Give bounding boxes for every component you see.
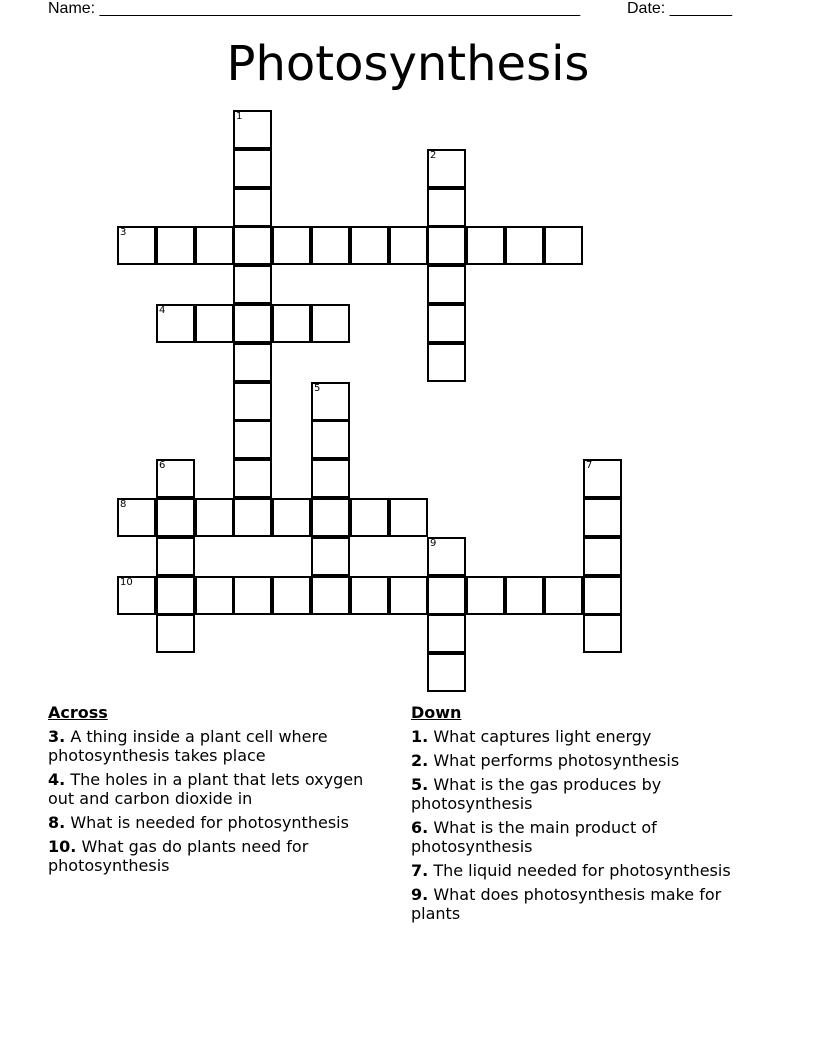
crossword-cell[interactable] [233, 576, 272, 615]
crossword-cell[interactable] [389, 226, 428, 265]
clue-number: 9 [430, 538, 437, 549]
crossword-cell[interactable] [583, 537, 622, 576]
crossword-cell[interactable] [156, 459, 195, 498]
crossword-cell[interactable] [505, 226, 544, 265]
crossword-cell[interactable] [195, 226, 234, 265]
crossword-cell[interactable] [427, 537, 466, 576]
date-field[interactable]: Date: _______ [627, 0, 732, 17]
crossword-cell[interactable] [272, 304, 311, 343]
crossword-cell[interactable] [195, 576, 234, 615]
crossword-cell[interactable] [233, 459, 272, 498]
crossword-cell[interactable] [311, 304, 350, 343]
crossword-cell[interactable] [583, 576, 622, 615]
crossword-cell[interactable] [389, 576, 428, 615]
crossword-cell[interactable] [272, 226, 311, 265]
crossword-cell[interactable] [350, 576, 389, 615]
crossword-cell[interactable] [311, 537, 350, 576]
crossword-cell[interactable] [233, 188, 272, 227]
crossword-cell[interactable] [389, 498, 428, 537]
clue-number: 6 [159, 460, 166, 471]
crossword-cell[interactable] [272, 576, 311, 615]
clue-number: 5 [314, 383, 321, 394]
crossword-cell[interactable] [427, 614, 466, 653]
crossword-cell[interactable] [233, 382, 272, 421]
crossword-cell[interactable] [544, 576, 583, 615]
crossword-cell[interactable] [311, 576, 350, 615]
crossword-cell[interactable] [233, 149, 272, 188]
crossword-cell[interactable] [311, 226, 350, 265]
crossword-cell[interactable] [195, 498, 234, 537]
crossword-cell[interactable] [272, 498, 311, 537]
across-clue: 10. What gas do plants need for photosynthesis [48, 837, 309, 875]
crossword-cell[interactable] [156, 537, 195, 576]
crossword-cell[interactable] [427, 653, 466, 692]
clue-number: 7 [586, 460, 593, 471]
clue-number: 3 [120, 227, 127, 238]
crossword-cell[interactable] [350, 226, 389, 265]
crossword-cell[interactable] [427, 304, 466, 343]
clue-number: 10 [120, 577, 133, 588]
crossword-cell[interactable] [427, 149, 466, 188]
crossword-cell[interactable] [156, 614, 195, 653]
crossword-cell[interactable] [427, 226, 466, 265]
crossword-cell[interactable] [195, 304, 234, 343]
across-clue: 8. What is needed for photosynthesis [48, 813, 349, 832]
crossword-cell[interactable] [350, 498, 389, 537]
crossword-cell[interactable] [233, 110, 272, 149]
crossword-cell[interactable] [311, 459, 350, 498]
crossword-cell[interactable] [311, 382, 350, 421]
crossword-cell[interactable] [233, 304, 272, 343]
crossword-cell[interactable] [544, 226, 583, 265]
crossword-cell[interactable] [117, 498, 156, 537]
crossword-cell[interactable] [583, 498, 622, 537]
crossword-cell[interactable] [233, 226, 272, 265]
crossword-cell[interactable] [427, 343, 466, 382]
crossword-cell[interactable] [427, 576, 466, 615]
down-clue: 1. What captures light energy [411, 727, 652, 746]
crossword-cell[interactable] [583, 459, 622, 498]
across-clue: 4. The holes in a plant that lets oxygen out and carbon dioxide in [48, 770, 364, 808]
crossword-cell[interactable] [233, 498, 272, 537]
crossword-cell[interactable] [427, 188, 466, 227]
crossword-cell[interactable] [466, 576, 505, 615]
page-title: Photosynthesis [226, 36, 590, 92]
crossword-cell[interactable] [117, 226, 156, 265]
crossword-cell[interactable] [156, 498, 195, 537]
crossword-cell[interactable] [233, 265, 272, 304]
crossword-cell[interactable] [156, 226, 195, 265]
across-clue: 3. A thing inside a plant cell where photosynthesis takes place [48, 727, 328, 765]
crossword-cell[interactable] [505, 576, 544, 615]
down-clue: 6. What is the main product of photosynthesis [411, 818, 657, 856]
clue-number: 8 [120, 499, 127, 510]
down-clue: 2. What performs photosynthesis [411, 751, 680, 770]
down-clues [411, 703, 741, 928]
crossword-cell[interactable] [427, 265, 466, 304]
crossword-cell[interactable] [117, 576, 156, 615]
crossword-cell[interactable] [311, 498, 350, 537]
crossword-cell[interactable] [311, 420, 350, 459]
clue-number: 2 [430, 150, 437, 161]
down-clue: 7. The liquid needed for photosynthesis [411, 861, 731, 880]
across-heading: Across [48, 703, 108, 722]
down-heading: Down [411, 703, 462, 722]
down-clue: 5. What is the gas produces by photosynthesis [411, 775, 662, 813]
clue-number: 1 [236, 111, 243, 122]
crossword-cell[interactable] [233, 420, 272, 459]
clue-number: 4 [159, 305, 166, 316]
name-field[interactable]: Name: ______________________________________________________ [48, 0, 581, 17]
crossword-cell[interactable] [233, 343, 272, 382]
across-clues [48, 703, 388, 880]
crossword-cell[interactable] [466, 226, 505, 265]
crossword-cell[interactable] [156, 304, 195, 343]
crossword-cell[interactable] [156, 576, 195, 615]
down-clue: 9. What does photosynthesis make for plants [411, 885, 722, 923]
crossword-cell[interactable] [583, 614, 622, 653]
